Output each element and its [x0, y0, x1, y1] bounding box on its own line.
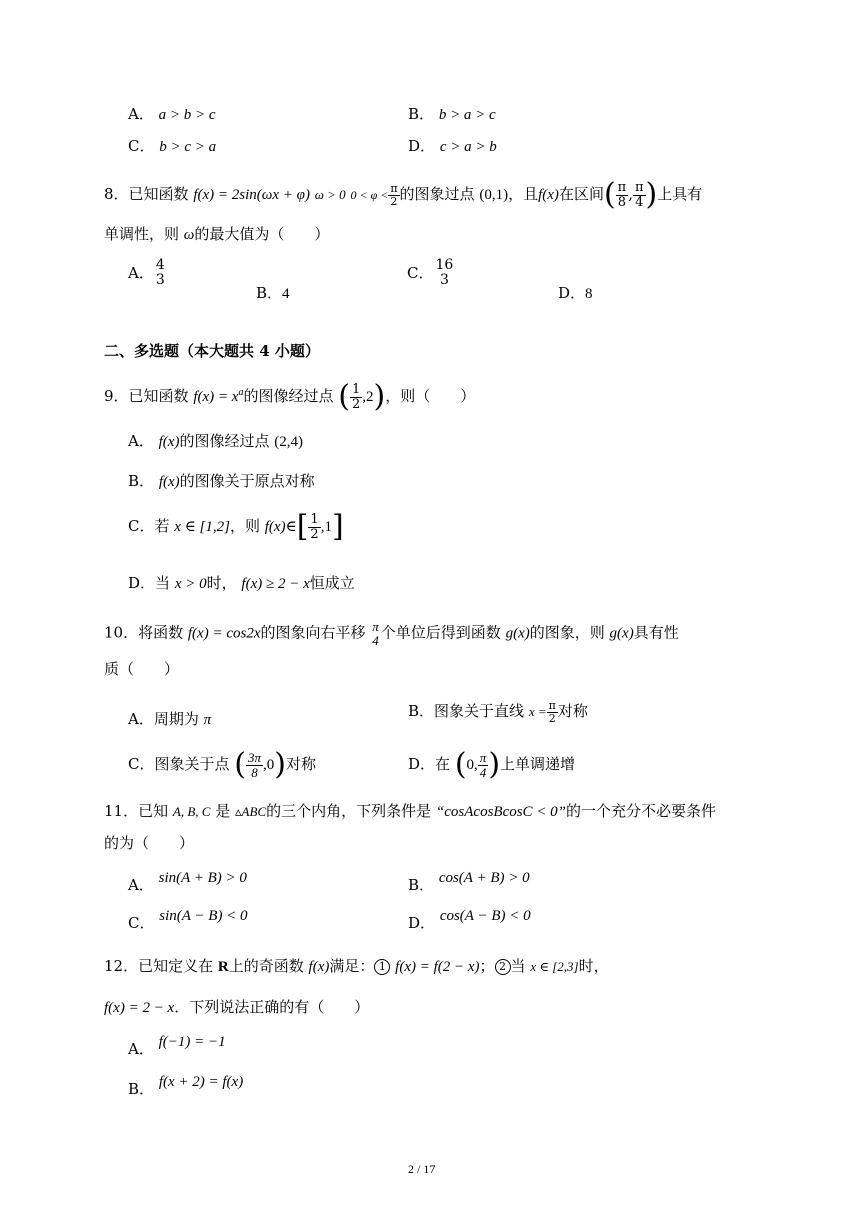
function-expr: f(x) = 2sin(ωx + φ) — [193, 187, 310, 203]
numerator: 4 — [155, 257, 165, 273]
stem-text: 的一个充分不必要条件 — [566, 802, 717, 820]
circled-number: 2 — [495, 959, 511, 975]
option-value: 8 — [585, 286, 593, 302]
numerator: π — [617, 179, 627, 195]
triangle: ▵ABC — [235, 804, 267, 819]
option-label: A． — [128, 105, 154, 123]
option-label: B． — [408, 105, 435, 123]
pi: π — [203, 712, 212, 728]
option-label: D． — [558, 284, 586, 302]
stem-text: 将函数 — [138, 623, 184, 642]
option-text: 图象关于直线 — [434, 702, 525, 721]
numerator: 16 — [435, 257, 454, 273]
bracket: ) — [373, 379, 386, 414]
bracket: [ — [296, 509, 309, 544]
function-expr: f(x) = cos2x — [187, 625, 261, 642]
stem-text: 的三个内角，下列条件是 — [266, 802, 432, 820]
option-value: 4 — [282, 286, 290, 302]
option-label: A． — [128, 432, 154, 450]
fraction — [547, 700, 558, 724]
q8-option-a — [128, 258, 167, 287]
question-number: 9． — [104, 387, 129, 405]
equation: f(x) = f(2 − x) — [395, 959, 480, 975]
q11-option-b — [408, 868, 530, 895]
numerator: 1 — [351, 381, 361, 397]
option-expr: sin(A − B) < 0 — [159, 908, 248, 924]
option-label: D． — [408, 137, 436, 155]
option-label: D． — [408, 914, 436, 932]
option-expr: f(x + 2) = f(x) — [158, 1074, 244, 1090]
q7-option-a — [128, 103, 216, 124]
q12-option-a — [128, 1032, 226, 1059]
denominator: 3 — [439, 271, 449, 288]
function: g(x) — [505, 625, 530, 642]
exponent: a — [238, 387, 244, 398]
option-label: C． — [128, 137, 155, 155]
stem-text: ； — [479, 957, 495, 975]
function: f(x) — [538, 187, 559, 203]
q9-option-a — [128, 430, 303, 451]
denominator: 4 — [372, 632, 379, 648]
condition: x > 0 — [174, 576, 207, 592]
option-text: 若 — [154, 517, 170, 535]
q11-option-a — [128, 868, 247, 895]
function: g(x) — [609, 625, 634, 642]
fraction — [388, 183, 399, 207]
denominator: 2 — [351, 396, 361, 412]
bracket: ] — [331, 509, 344, 544]
q8-option-d — [558, 282, 593, 303]
denominator: 8 — [617, 194, 627, 210]
q10-option-b — [408, 700, 588, 724]
coord: 0, — [466, 757, 478, 773]
numerator: π — [548, 699, 556, 712]
omega-condition: ω > 0 — [314, 187, 346, 202]
q10-stem-line2: 质（ ） — [104, 660, 180, 678]
angles: A, B, C — [172, 804, 211, 819]
real-set: R — [217, 959, 229, 975]
option-expr: cos(A − B) < 0 — [439, 908, 531, 924]
option-label: C． — [407, 264, 434, 283]
stem-text: 满足： — [329, 957, 375, 975]
option-label: B． — [408, 876, 435, 894]
q12-option-b — [128, 1072, 243, 1099]
interval-end: ,1 — [320, 519, 332, 535]
function: f(x) — [158, 434, 180, 450]
option-label: B． — [128, 472, 155, 490]
stem-text: 的图像经过点 — [243, 387, 334, 405]
option-expr: sin(A + B) > 0 — [158, 870, 247, 886]
phi-condition: 0 < φ < — [350, 188, 389, 202]
q10-option-c — [128, 747, 316, 782]
condition: x ∈ [2,3] — [530, 959, 579, 974]
q12-stem-line1 — [104, 955, 609, 976]
fraction — [478, 751, 489, 779]
option-text: 对称 — [285, 755, 316, 773]
bracket: ) — [274, 747, 286, 782]
denominator: 4 — [479, 764, 487, 780]
stem-text: 上的奇函数 — [228, 957, 304, 975]
option-expr: c > a > b — [439, 139, 497, 155]
fraction — [246, 751, 263, 779]
fraction — [370, 620, 381, 647]
q10-option-d — [408, 747, 576, 782]
function-expr: f(x) = x — [193, 389, 239, 405]
page-number: 2 / 17 — [408, 1162, 436, 1176]
stem-text: 当 — [510, 957, 526, 975]
stem-text: ，则（ ） — [385, 387, 476, 405]
denominator: 3 — [155, 271, 165, 288]
point: (2,4) — [274, 434, 303, 450]
section-title: 二、多选题（本大题共 4 小题） — [104, 342, 320, 360]
q8-stem-line1: 8．已知函数 f(x) = 2sin(ωx + φ) ω > 0 0 < φ < $\frac{\pi}{2}$ 的图象过点 (0,1)，且f(x)在区间( $\frac{\pi}{8}$ , $\frac{\pi}{4}$ )上具有 — [104, 177, 703, 212]
stem-text: 在区间 — [558, 185, 604, 203]
stem-text: 单调性，则 — [104, 225, 180, 243]
stem-text: 的图象，则 — [529, 623, 605, 642]
fraction — [350, 383, 362, 411]
option-text: 图象关于点 — [154, 755, 230, 773]
q9-option-c — [128, 509, 344, 544]
coord: ,0 — [263, 757, 275, 773]
numerator: 1 — [310, 511, 319, 527]
fraction — [633, 181, 646, 209]
option-label: A． — [128, 710, 154, 728]
option-text: 在 — [435, 755, 451, 773]
question-number: 8． — [104, 185, 129, 203]
function: f(x) — [158, 474, 180, 490]
fraction — [433, 258, 455, 287]
option-label: A． — [128, 264, 154, 283]
option-label: C． — [128, 517, 155, 535]
option-expr: b > a > c — [438, 107, 496, 123]
q9-option-b — [128, 470, 315, 491]
bracket: ) — [488, 747, 501, 782]
denominator: 2 — [548, 711, 556, 725]
option-label: A． — [128, 1040, 154, 1058]
option-text: 当 — [155, 574, 171, 592]
numerator: π — [479, 749, 487, 765]
question-number: 10． — [104, 623, 139, 642]
option-label: B． — [408, 702, 435, 721]
coord: ,2 — [362, 389, 374, 405]
numerator: 3π — [248, 749, 262, 765]
q9-option-d — [128, 572, 355, 593]
q9-stem — [104, 379, 476, 414]
q8-option-c — [407, 258, 455, 287]
q8-stem-line2 — [104, 223, 329, 244]
function: f(x)∈ — [264, 519, 297, 535]
denominator: 8 — [251, 764, 258, 780]
q10-option-a — [128, 708, 211, 729]
stem-text: 是 — [215, 802, 231, 820]
fraction — [154, 258, 167, 287]
stem-text: 已知 — [138, 802, 169, 820]
q7-option-c — [128, 135, 216, 156]
numerator: π — [635, 179, 644, 195]
option-text: 时， — [206, 574, 237, 592]
q7-option-d — [408, 135, 497, 156]
equation: f(x) = 2 − x — [104, 1000, 175, 1016]
option-label: D． — [408, 755, 436, 773]
q11-stem-line2: 的为（ ） — [104, 834, 195, 852]
stem-text: ，且 — [508, 185, 539, 203]
stem-text: 的图象过点 — [399, 185, 475, 203]
denominator: 4 — [635, 194, 644, 210]
option-text: 对称 — [557, 702, 588, 721]
numerator: π — [372, 619, 379, 634]
stem-text: 个单位后得到函数 — [380, 623, 501, 642]
option-text: 的图像关于原点对称 — [179, 472, 315, 490]
numerator: π — [390, 181, 398, 195]
q8-option-b — [256, 282, 290, 303]
option-expr: cos(A + B) > 0 — [438, 870, 530, 886]
option-text: ，则 — [229, 517, 260, 535]
equation: x = — [528, 704, 547, 720]
option-label: C． — [128, 755, 155, 773]
condition: “cosAcosBcosC < 0” — [435, 804, 567, 820]
q10-stem-line1 — [104, 620, 679, 647]
option-label: B． — [128, 1080, 155, 1098]
denominator: 2 — [310, 526, 319, 542]
question-number: 12． — [104, 957, 139, 975]
bracket: ( — [338, 379, 350, 414]
bracket: ( — [454, 747, 467, 782]
option-text: 周期为 — [153, 710, 199, 728]
bracket: ) — [645, 177, 658, 212]
q11-stem-line1 — [104, 800, 716, 821]
function: f(x) — [308, 959, 330, 975]
question-number: 11． — [104, 802, 139, 820]
option-label: B． — [256, 284, 283, 302]
q11-option-d — [408, 906, 531, 933]
option-label: C． — [128, 914, 155, 932]
stem-text: ．下列说法正确的有（ ） — [174, 998, 370, 1016]
bracket: ( — [234, 747, 246, 782]
fraction — [308, 513, 320, 541]
fraction — [616, 181, 629, 209]
option-label: A． — [128, 876, 154, 894]
stem-text: 已知函数 — [128, 387, 189, 405]
q12-stem-line2 — [104, 996, 369, 1017]
bracket: ( — [603, 177, 616, 212]
stem-text: 上具有 — [657, 185, 703, 203]
q7-option-b — [408, 103, 496, 124]
stem-text: 具有性 — [633, 623, 679, 642]
omega: ω — [183, 227, 195, 243]
inequality: f(x) ≥ 2 − x — [241, 576, 310, 592]
point: (0,1) — [479, 187, 509, 203]
stem-text: 的图象向右平移 — [260, 623, 366, 642]
option-expr: b > c > a — [159, 139, 217, 155]
stem-text: 已知函数 — [128, 185, 189, 203]
stem-text: 的最大值为（ ） — [194, 225, 330, 243]
q11-option-c — [128, 906, 248, 933]
option-label: D． — [128, 574, 156, 592]
denominator: 2 — [390, 194, 398, 208]
stem-text: 已知定义在 — [138, 957, 214, 975]
circled-number: 1 — [374, 959, 390, 975]
option-text: 上单调递增 — [500, 755, 576, 773]
option-expr: a > b > c — [158, 107, 216, 123]
option-expr: f(−1) = −1 — [158, 1034, 226, 1050]
condition: x ∈ [1,2] — [174, 519, 230, 535]
stem-text: 时， — [578, 957, 609, 975]
option-text: 恒成立 — [309, 574, 355, 592]
option-text: 的图像经过点 — [179, 432, 270, 450]
